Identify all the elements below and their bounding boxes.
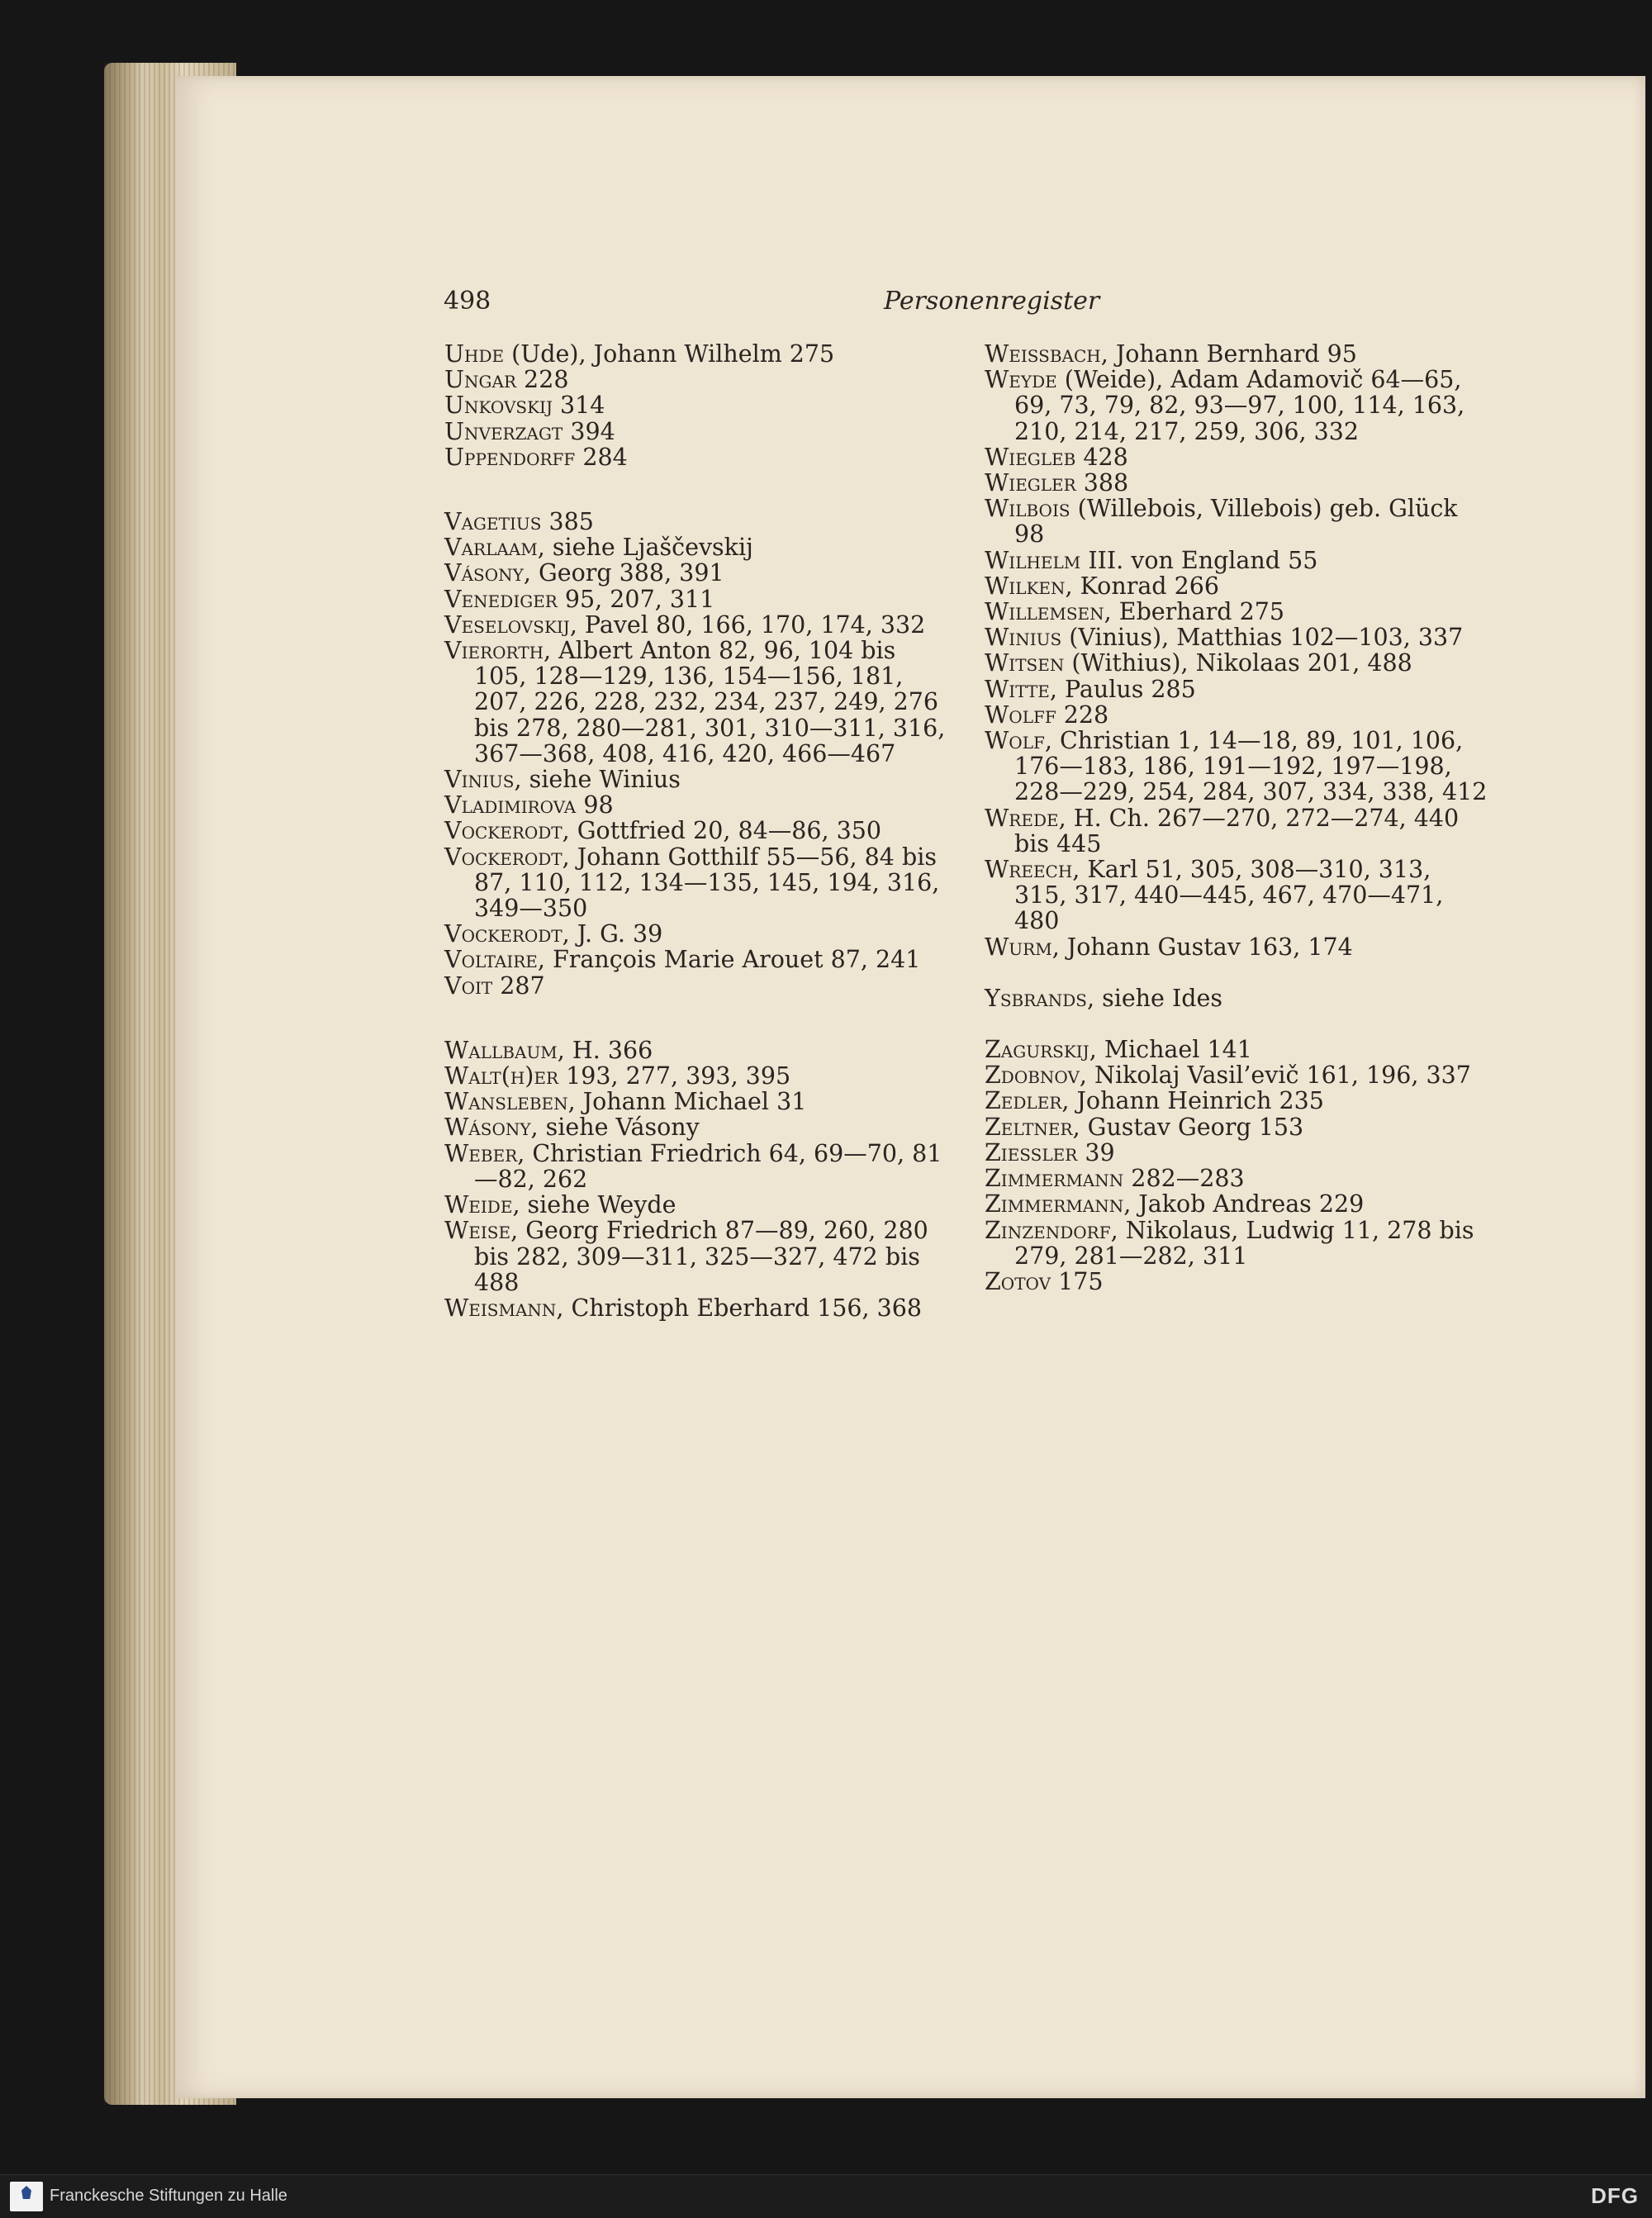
index-entry-name: Willemsen (985, 598, 1104, 626)
index-entry-name: Walt(h)er (444, 1062, 559, 1090)
index-entry (444, 973, 948, 999)
index-entry-name: Wilken (985, 572, 1066, 600)
index-entry-refs: , Georg 388, 391 (523, 559, 724, 587)
index-entry-name: Uhde (444, 340, 505, 368)
index-entry-refs: , Nikolaus, Ludwig 11, 278 bis 279, 281—282, 311 (1014, 1216, 1474, 1270)
index-entry-refs: 394 (563, 417, 615, 445)
index-entry-name: Zagurskij (985, 1036, 1089, 1064)
index-entry-name: Varlaam (444, 534, 538, 562)
index-entry-refs: , François Marie Arouet 87, 241 (537, 946, 921, 974)
section-gap (985, 960, 1488, 986)
index-entry-refs: , Gustav Georg 153 (1072, 1113, 1304, 1141)
section-gap (444, 999, 948, 1038)
index-entry (444, 638, 948, 767)
index-entry-refs: , Pavel 80, 166, 170, 174, 332 (569, 610, 926, 639)
index-entry (985, 625, 1488, 650)
index-entry-name: Wurm (985, 933, 1052, 961)
index-entry-refs: , Georg Friedrich 87—89, 260, 280 bis 282, 309—311, 325—327, 472 bis 488 (474, 1217, 928, 1296)
index-entry-refs: , Karl 51, 305, 308—310, 313, 315, 317, 440—445, 467, 470—471, 480 (1014, 856, 1444, 935)
index-entry (985, 444, 1488, 470)
index-entry-refs: 314 (552, 392, 605, 420)
index-entry-name: Wansleben (444, 1088, 568, 1116)
index-entry (444, 792, 948, 818)
index-column-left (444, 341, 948, 1321)
index-entry (444, 612, 948, 638)
index-entry-name: Voit (444, 971, 493, 1000)
index-entry-name: Wolff (985, 701, 1056, 729)
index-entry (985, 677, 1488, 702)
index-entry (444, 1192, 948, 1218)
index-entry (985, 650, 1488, 676)
index-entry-refs: , Konrad 266 (1065, 572, 1220, 600)
index-entry (444, 818, 948, 843)
index-entry-refs: , Jakob Andreas 229 (1123, 1190, 1365, 1218)
index-entry-name: Vockerodt (444, 843, 563, 871)
index-entry (985, 1062, 1488, 1088)
index-entry-refs: , siehe Vásony (530, 1114, 700, 1142)
index-entry-refs: 193, 277, 393, 395 (558, 1062, 791, 1090)
index-entry-refs: , J. G. 39 (562, 920, 663, 948)
index-entry-name: Wiegleb (985, 443, 1076, 471)
running-head: Personenregister (884, 287, 1100, 316)
dfg-logo-text: DFG (1591, 2183, 1639, 2208)
section-gap (985, 1011, 1488, 1037)
index-entry-name: Zotov (985, 1267, 1051, 1295)
index-entry (985, 1140, 1488, 1166)
index-entry (444, 509, 948, 534)
index-entry-name: Vockerodt (444, 920, 563, 948)
index-entry-refs: , Eberhard 275 (1104, 598, 1284, 626)
index-entry-name: Wiegler (985, 469, 1076, 497)
viewer-footer (0, 2174, 1652, 2218)
index-entry-refs: , H. 366 (557, 1036, 653, 1064)
index-entry-refs: , H. Ch. 267—270, 272—274, 440 bis 445 (1014, 804, 1460, 857)
index-entry-name: Zinzendorf (985, 1216, 1111, 1244)
section-gap (444, 470, 948, 509)
index-entry-refs: , Johann Bernhard 95 (1100, 340, 1357, 368)
index-entry-name: Winius (985, 624, 1062, 652)
index-entry-name: Zedler (985, 1087, 1062, 1115)
index-entry-name: Wilhelm (985, 546, 1081, 574)
page-number: 498 (444, 287, 491, 316)
index-entry (444, 921, 948, 947)
index-entry (444, 1063, 948, 1089)
index-entry-refs: , Nikolaj Vasil’evič 161, 196, 337 (1079, 1062, 1471, 1090)
index-entry (444, 341, 948, 367)
index-entry (985, 1114, 1488, 1140)
index-entry (985, 1218, 1488, 1269)
index-entry-refs: , siehe Weyde (512, 1191, 676, 1219)
index-entry-name: Wrede (985, 804, 1059, 832)
index-entry (444, 1038, 948, 1063)
index-entry (444, 767, 948, 792)
index-entry-refs: , Johann Michael 31 (567, 1088, 807, 1116)
index-entry (985, 1088, 1488, 1114)
index-entry-name: Vinius (444, 766, 515, 794)
index-entry-name: Weismann (444, 1294, 557, 1322)
index-entry-refs: , Albert Anton 82, 96, 104 bis 105, 128—129, 136, 154—156, 181, 207, 226, 228, 232, 234, 237, 249, 276 bis 278, 280—281, 301, 310—311, 316, 367—368, 408, 416, 420, 466—467 (474, 637, 946, 767)
index-entry-name: Venediger (444, 585, 558, 613)
index-entry-refs: 228 (1056, 701, 1109, 729)
index-entry-refs: , Christoph Eberhard 156, 368 (556, 1294, 923, 1322)
index-entry (444, 1141, 948, 1192)
index-entry-refs: , siehe Ides (1086, 984, 1222, 1012)
index-entry-refs: 428 (1075, 443, 1128, 471)
index-entry-name: Wilbois (985, 495, 1070, 523)
index-entry-refs: 98 (576, 791, 614, 819)
index-entry-name: Weber (444, 1139, 518, 1167)
franckesche-stiftungen-logo-icon[interactable] (10, 2182, 43, 2211)
index-entry-refs: , Johann Heinrich 235 (1061, 1087, 1324, 1115)
index-entry-name: Ysbrands (985, 984, 1087, 1012)
index-entry (985, 986, 1488, 1011)
index-entry-name: Vásony (444, 559, 524, 587)
index-entry-name: Wásony (444, 1114, 531, 1142)
index-entry (444, 587, 948, 612)
index-entry-name: Vladimirova (444, 791, 577, 819)
index-entry-refs: (Withius), Nikolaas 201, 488 (1064, 649, 1412, 677)
index-entry (985, 599, 1488, 625)
index-entry-name: Zimmermann (985, 1190, 1124, 1218)
index-entry (985, 857, 1488, 934)
index-entry (444, 1114, 948, 1140)
index-entry (985, 1191, 1488, 1217)
index-entry-refs: (Willebois, Villebois) geb. Glück 98 (1014, 495, 1458, 549)
index-entry-refs: 282—283 (1123, 1165, 1245, 1193)
index-entry-refs: , Johann Gustav 163, 174 (1051, 933, 1353, 961)
index-entry-name: Voltaire (444, 946, 538, 974)
index-entry-name: Zimmermann (985, 1165, 1124, 1193)
index-entry-name: Unkovskij (444, 392, 553, 420)
index-entry-name: Wallbaum (444, 1036, 558, 1064)
index-entry (985, 728, 1488, 805)
index-entry (444, 1295, 948, 1321)
index-entry (985, 341, 1488, 367)
index-entry (444, 560, 948, 586)
index-entry-refs: (Weide), Adam Adamovič 64—65, 69, 73, 79, 82, 93—97, 100, 114, 163, 210, 214, 217, 259, 306, 332 (1014, 366, 1465, 445)
index-entry-name: Uppendorff (444, 443, 576, 471)
index-entry (985, 805, 1488, 857)
index-entry-name: Wolf (985, 727, 1045, 755)
index-entry (985, 1037, 1488, 1062)
index-entry-refs: 95, 207, 311 (557, 585, 715, 613)
index-entry (985, 496, 1488, 547)
index-entry (985, 573, 1488, 599)
index-entry-name: Unverzagt (444, 417, 563, 445)
index-entry-name: Zeltner (985, 1113, 1073, 1141)
index-entry-name: Veselovskij (444, 610, 570, 639)
index-entry-name: Vockerodt (444, 817, 563, 845)
index-entry-name: Weissbach (985, 340, 1101, 368)
index-entry (985, 702, 1488, 728)
index-entry-refs: , siehe Ljaščevskij (537, 534, 753, 562)
index-entry-name: Ungar (444, 366, 516, 394)
index-entry-refs: , Christian 1, 14—18, 89, 101, 106, 176—183, 186, 191—192, 197—198, 228—229, 254, 284, 307, 334, 338, 412 (1014, 727, 1488, 806)
index-entry (985, 1269, 1488, 1294)
index-entry (444, 444, 948, 470)
index-entry-name: Weyde (985, 366, 1057, 394)
index-entry (444, 947, 948, 972)
index-entry-name: Vagetius (444, 508, 542, 536)
index-entry-refs: 39 (1077, 1138, 1115, 1166)
institution-name[interactable]: Franckesche Stiftungen zu Halle (50, 2187, 287, 2205)
index-entry (444, 1218, 948, 1295)
index-entry-refs: 175 (1051, 1267, 1104, 1295)
index-entry-name: Vierorth (444, 637, 544, 665)
index-entry-refs: , siehe Winius (514, 766, 681, 794)
index-entry (444, 1089, 948, 1114)
logo-mark (21, 2186, 31, 2199)
index-entry-name: Witte (985, 675, 1050, 703)
index-entry-refs: 284 (575, 443, 628, 471)
index-entry-name: Witsen (985, 649, 1065, 677)
index-entry-refs: 228 (516, 366, 569, 394)
index-entry-name: Weide (444, 1191, 513, 1219)
index-entry-refs: (Ude), Johann Wilhelm 275 (504, 340, 835, 368)
index-column-right (985, 341, 1488, 1294)
index-entry (985, 548, 1488, 573)
index-entry-name: Wreech (985, 856, 1073, 884)
index-entry (444, 367, 948, 392)
index-entry (444, 392, 948, 418)
index-entry-refs: 287 (492, 971, 545, 1000)
index-entry (985, 470, 1488, 496)
index-entry (985, 1166, 1488, 1191)
index-entry-refs: , Johann Gotthilf 55—56, 84 bis 87, 110, 112, 134—135, 145, 194, 316, 349—350 (474, 843, 940, 923)
index-entry-name: Ziessler (985, 1138, 1078, 1166)
index-entry-refs: , Christian Friedrich 64, 69—70, 81—82, 262 (474, 1139, 942, 1193)
index-entry (985, 934, 1488, 960)
index-entry (444, 844, 948, 922)
index-entry-refs: (Vinius), Matthias 102—103, 337 (1061, 624, 1464, 652)
index-entry (444, 534, 948, 560)
index-entry (444, 419, 948, 444)
index-entry-refs: III. von England 55 (1080, 546, 1318, 574)
index-entry-refs: 385 (541, 508, 594, 536)
index-entry-name: Zdobnov (985, 1062, 1080, 1090)
index-entry-refs: , Michael 141 (1089, 1036, 1252, 1064)
index-entry-refs: , Gottfried 20, 84—86, 350 (562, 817, 881, 845)
index-entry (985, 367, 1488, 444)
index-entry-refs: , Paulus 285 (1049, 675, 1196, 703)
index-entry-refs: 388 (1075, 469, 1129, 497)
index-entry-name: Weise (444, 1217, 511, 1245)
